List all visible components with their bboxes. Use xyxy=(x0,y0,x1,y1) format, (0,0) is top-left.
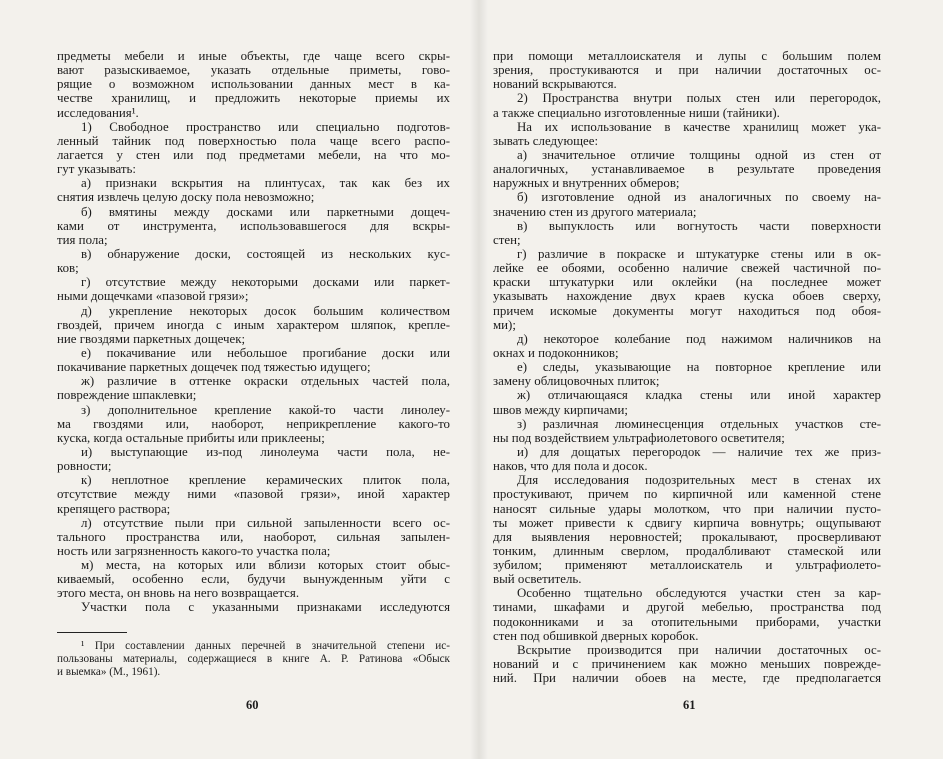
text-line: д) некоторое колебание под нажимом наличников на xyxy=(517,331,881,346)
text-line: в) обнаружение доски, состоящей из нескольких кус- xyxy=(81,246,450,261)
text-line: ж) различие в оттенке окраски отдельных частей пола, xyxy=(81,374,450,389)
text-line: значению стен из другого материала; xyxy=(493,204,697,219)
text-line: ков; xyxy=(57,261,79,276)
text-line: ты может привести к сдвигу кирпича вовнутрь; ощупывают xyxy=(493,515,881,530)
text-line: исследования¹. xyxy=(57,105,139,120)
text-line: 1) Свободное пространство или специально подготов- xyxy=(81,119,450,134)
text-line: при помощи металлоискателя и лупы с большим полем xyxy=(493,49,881,63)
text-line: наносят сильные удары молотком, что при наличии пусто- xyxy=(493,501,881,516)
text-line: простукивают, причем по кирпичной или каменной стене xyxy=(493,487,881,502)
text-line: киваемый, особенно если, будучи вынужденным уйти с xyxy=(57,572,450,587)
text-line: г) отсутствие между некоторыми досками или паркет- xyxy=(81,275,450,290)
text-line: Особенно тщательно обследуются участки стен за кар- xyxy=(517,586,881,601)
text-line: м) места, на которых или вблизи которых стоит обыс- xyxy=(81,558,450,573)
text-line: гвоздей, причем иногда с иным характером шляпок, крепле- xyxy=(57,317,450,332)
text-line: нований вскрываются. xyxy=(493,77,617,92)
text-line: е) следы, указывающие на повторное крепление или xyxy=(517,360,881,375)
text-line: швов между кирпичами; xyxy=(493,402,628,417)
text-line: ний. При наличии обоев на месте, где предполагается xyxy=(493,671,881,686)
right-page-number: 61 xyxy=(683,698,696,712)
text-line: зрения, простукиваются и при наличии достаточных ос- xyxy=(493,63,881,78)
text-line: тонким, длинным сверлом, продалбливают стамеской или xyxy=(493,543,881,558)
text-line: а также специально изготовленные ниши (тайники). xyxy=(493,105,780,120)
text-line: аналогичных, устанавливаемое в результате проведения xyxy=(493,162,881,177)
text-line: Участки пола с указанными признаками исследуются xyxy=(81,600,450,615)
text-line: и) выступающие из-под линолеума части пола, не- xyxy=(81,444,450,459)
text-line: крепящего раствора; xyxy=(57,501,171,516)
text-line: в) выпуклость или вогнутость части поверхности xyxy=(517,218,881,233)
text-line: предметы мебели и иные объекты, где чаще всего скры- xyxy=(57,49,450,63)
text-line: б) изготовление одной из аналогичных по своему на- xyxy=(517,190,881,205)
text-line: замену облицовочных плиток; xyxy=(493,374,660,389)
text-line: Для исследования подозрительных мест в стенах их xyxy=(517,473,881,488)
text-line: б) вмятины между досками или паркетными дощеч- xyxy=(81,204,450,219)
text-line: наружных и внутренних обмеров; xyxy=(493,176,680,191)
text-line: д) укрепление некоторых досок большим количеством xyxy=(81,303,450,318)
text-line: ние гвоздями паркетных дощечек; xyxy=(57,331,246,346)
text-line: л) отсутствие пыли при сильной запыленности всего ос- xyxy=(81,515,450,530)
text-line: нований и с причинением как можно меньших поврежде- xyxy=(493,657,881,672)
text-line: ны под воздействием ультрафиолетового осветителя; xyxy=(493,430,785,445)
text-line: повреждение шпаклевки; xyxy=(57,388,197,403)
text-line: подоконниками и за отопительными приборами, участки xyxy=(493,614,881,629)
text-line: ровности; xyxy=(57,459,112,474)
left-page-number: 60 xyxy=(246,698,259,712)
text-line: ма гвоздями или, наоборот, неприкрепление какого-то xyxy=(57,416,450,431)
text-line: Вскрытие производится при наличии достаточных ос- xyxy=(517,642,881,657)
text-line: для выявления неровностей; прокалывают, просверливают xyxy=(493,529,881,544)
left-page-body xyxy=(57,49,450,615)
text-line: На их использование в качестве хранилищ может ука- xyxy=(517,119,881,134)
text-line: тинами, шкафами и другой мебелью, пространства под xyxy=(493,600,881,615)
text-line: причем искомые документы могут находиться под обоя- xyxy=(493,303,881,318)
text-line: честве хранилищ, и предложить некоторые приемы их xyxy=(57,91,450,106)
text-line: ными дощечками «пазовой грязи»; xyxy=(57,289,249,304)
text-line: 2) Пространства внутри полых стен или перегородок, xyxy=(517,91,881,106)
text-line: вают разыскиваемое, указать отдельные приметы, гово- xyxy=(57,63,450,78)
text-line: к) неплотное крепление керамических плиток пола, xyxy=(81,473,450,488)
text-line: г) различие в покраске и штукатурке стены или в ок- xyxy=(517,246,881,261)
right-page-body xyxy=(493,49,881,685)
text-line: окнах и подоконников; xyxy=(493,345,619,360)
text-line: тия пола; xyxy=(57,232,108,247)
text-line: лейке ее обоями, особенно наличие свежей частичной по- xyxy=(493,261,881,276)
text-line: е) покачивание или небольшое прогибание доски или xyxy=(81,345,450,360)
text-line: краски штукатурки или оклейки (на последнее может xyxy=(493,275,881,290)
text-line: зубилом; применяют металлоискатель и ультрафиолето- xyxy=(493,558,881,573)
text-line: а) признаки вскрытия на плинтусах, так как без их xyxy=(81,176,450,191)
left-page-footnote xyxy=(57,640,450,679)
text-line: ками от инструмента, использовавшегося для вскры- xyxy=(57,218,450,233)
text-line: снятия извлечь целую доску пола невозможно; xyxy=(57,190,315,205)
text-line: гут указывать: xyxy=(57,162,136,177)
text-line: рящие о возможном использовании данных мест в ка- xyxy=(57,77,450,92)
text-line: указывать нахождение двух краев куска обоев сверху, xyxy=(493,289,881,304)
book-gutter xyxy=(470,0,488,759)
text-line: и) для дощатых перегородок — наличие тех же приз- xyxy=(517,444,881,459)
text-line: куска, когда остальные прибиты или приклеены; xyxy=(57,430,325,445)
text-line: стен; xyxy=(493,232,521,247)
text-line: з) дополнительное крепление какой-то части линолеу- xyxy=(81,402,450,417)
text-line: стен под обшивкой дверных коробок. xyxy=(493,628,699,643)
text-line: пользованы материалы, содержащиеся в книге А. Р. Ратинова «Обыск xyxy=(57,653,450,665)
text-line: этого места, он вновь на него возвращается. xyxy=(57,586,300,601)
text-line: тального пространства или, наоборот, сильная запылен- xyxy=(57,529,450,544)
text-line: зывать следующее: xyxy=(493,133,599,148)
text-line: з) различная люминесценция отдельных участков сте- xyxy=(517,416,881,431)
text-line: и выемка» (М., 1961). xyxy=(57,666,161,678)
text-line: ность или загрязненность какого-то участка пола; xyxy=(57,543,331,558)
text-line: покачивание паркетных дощечек под тяжестью идущего; xyxy=(57,360,371,375)
text-line: отсутствие между ними «пазовой грязи», иной характер xyxy=(57,487,450,502)
text-line: наков, что для пола и досок. xyxy=(493,459,648,474)
text-line: ¹ При составлении данных перечней в значительной степени ис- xyxy=(81,640,450,652)
text-line: вый осветитель. xyxy=(493,572,582,587)
text-line: лагается у стен или под предметами мебели, на что мо- xyxy=(57,147,450,162)
text-line: ж) отличающаяся кладка стены или иной характер xyxy=(517,388,881,403)
text-line: ми); xyxy=(493,317,516,332)
footnote-rule xyxy=(57,632,127,633)
text-line: а) значительное отличие толщины одной из стен от xyxy=(517,147,881,162)
text-line: ленный тайник под поверхностью пола чаще всего распо- xyxy=(57,133,450,148)
